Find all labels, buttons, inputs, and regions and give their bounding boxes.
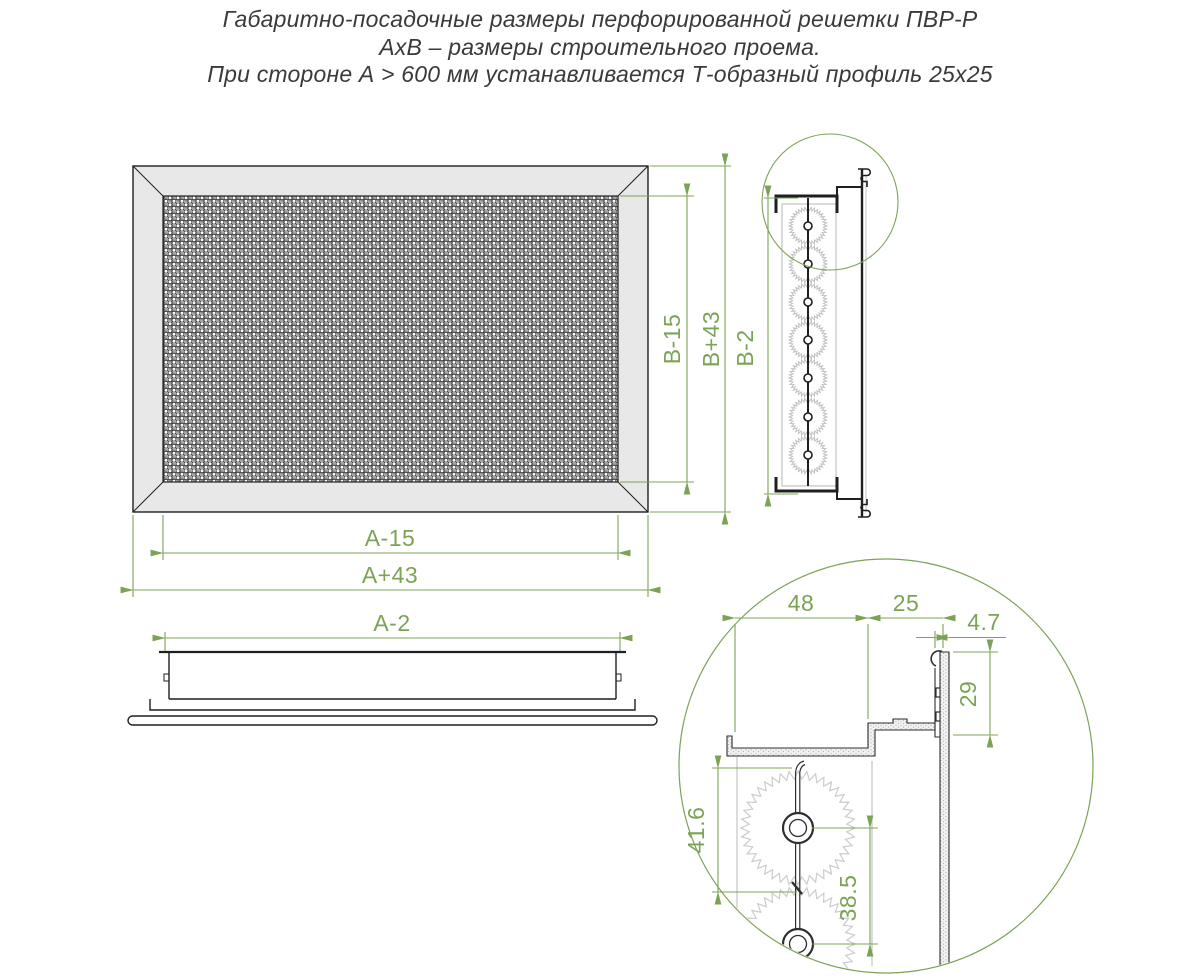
top-step (837, 187, 862, 196)
dim-label-outer-height: В+43 (698, 310, 724, 368)
outer-shell (150, 699, 635, 710)
t-profile-inner-wall (935, 668, 940, 737)
dim-label-29: 29 (955, 680, 981, 708)
dim-label-41-6: 41.6 (683, 806, 709, 854)
dim-label-inner-width: А-15 (364, 525, 416, 551)
detail-view-geometry (727, 651, 949, 977)
dim-label-48: 48 (787, 590, 815, 616)
dim-label-25: 25 (892, 590, 920, 616)
bottom-view (128, 652, 657, 725)
dim-label-outer-width: А+43 (361, 562, 419, 588)
title-line-2: АхВ – размеры строительного проема. (379, 33, 821, 60)
bottom-channel (776, 477, 837, 491)
front-view (133, 166, 648, 512)
snap-tab (936, 712, 940, 721)
detail-view-circle (679, 559, 1093, 973)
left-tab (164, 674, 169, 681)
t-profile-bottom-hook (858, 499, 870, 517)
dim-label-side-height: В-2 (732, 329, 758, 367)
bottom-step (837, 491, 862, 499)
side-view (762, 134, 898, 517)
t-profile-top-hook (858, 169, 870, 187)
right-tab (616, 674, 621, 681)
dim-label-bottom-width: А-2 (373, 610, 411, 636)
snap-tab (936, 688, 940, 697)
ceiling-flange (128, 716, 657, 725)
perforation-area (163, 196, 618, 482)
dim-label-38-5: 38.5 (835, 874, 861, 922)
dim-label-4-7: 4.7 (967, 609, 1001, 635)
frame-channel-section (727, 719, 935, 756)
dim-label-inner-height: В-15 (659, 313, 685, 365)
t-profile-wall-section (940, 652, 949, 966)
side-view-dimensions (764, 198, 798, 494)
title-line-1: Габаритно-посадочные размеры перфорированной решетки ПВР-Р (222, 6, 978, 32)
title-line-3: При стороне А > 600 мм устанавливается Т-образный профиль 25х25 (207, 61, 993, 87)
